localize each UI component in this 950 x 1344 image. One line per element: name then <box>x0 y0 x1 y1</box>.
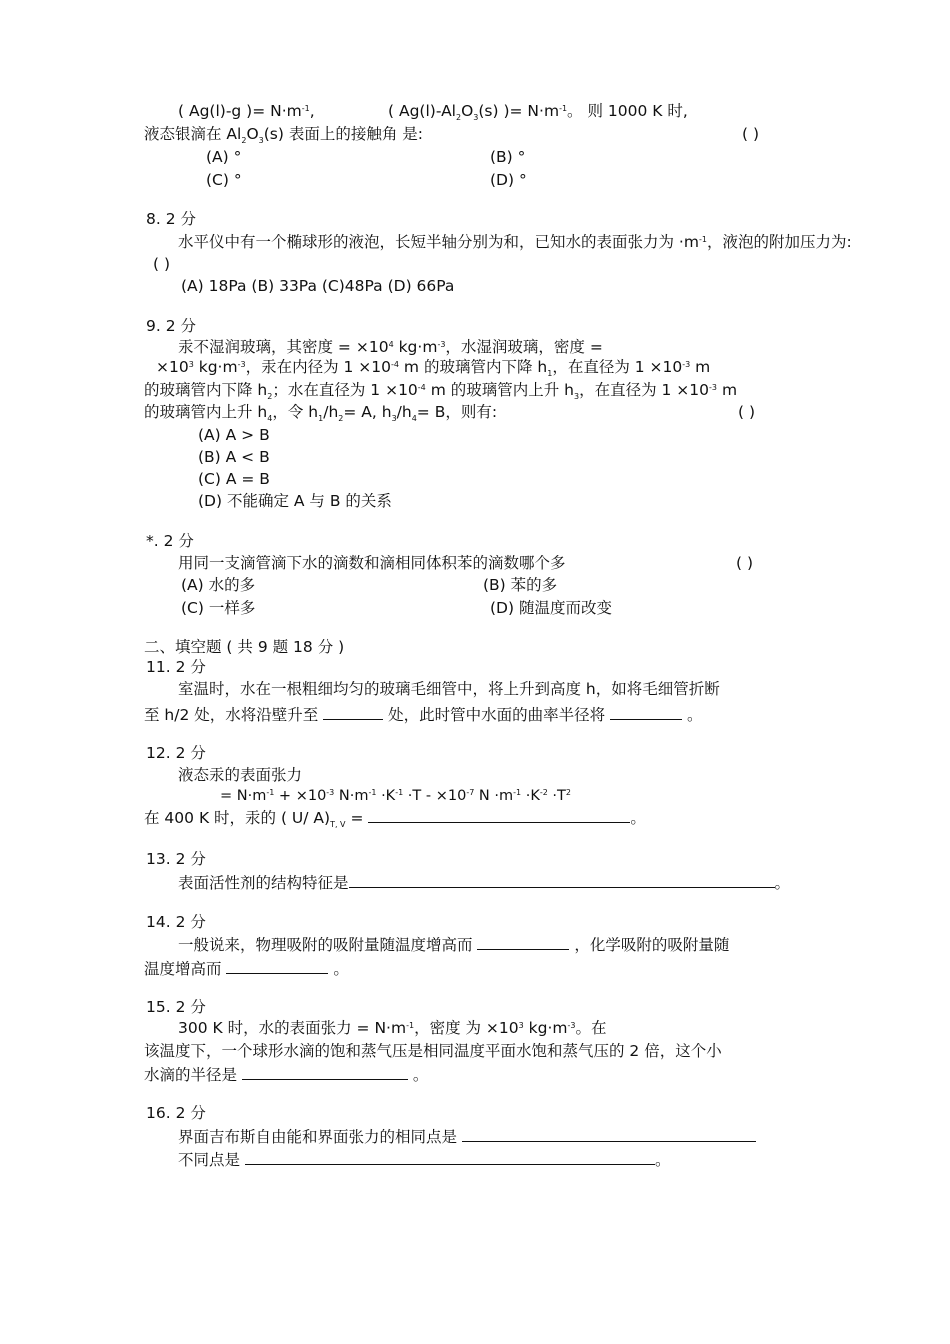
q9-option-b: (B) A < B <box>198 448 270 466</box>
q10-option-b: (B) 苯的多 <box>483 576 558 594</box>
q16-blank-2[interactable] <box>245 1149 655 1165</box>
q16-line1: 界面吉布斯自由能和界面张力的相同点是 <box>178 1126 756 1147</box>
q13-blank[interactable] <box>349 872 775 888</box>
q11-blank-2[interactable] <box>610 704 682 720</box>
q16-blank-1[interactable] <box>462 1126 756 1142</box>
q7-line2: 液态银滴在 $Al_2O_3(s)$ 表面上的接触角 是: <box>144 125 423 145</box>
q15-line2: 该温度下，一个球形水滴的饱和蒸气压是相同温度平面水饱和蒸气压的 2 倍，这个小 <box>144 1042 722 1060</box>
q8-answer-paren: ( ) <box>153 255 171 273</box>
q7-option-a: (A) ° <box>206 148 242 166</box>
q10-answer-paren: ( ) <box>736 554 754 572</box>
q10-option-d: (D) 随温度而改变 <box>490 599 612 617</box>
q15-blank[interactable] <box>242 1064 408 1080</box>
q14-blank-2[interactable] <box>226 958 328 974</box>
q11-heading: 11. 2 分 <box>146 658 206 676</box>
q12-line1: 液态汞的表面张力 <box>178 766 303 784</box>
q10-option-a: (A) 水的多 <box>181 576 256 594</box>
q9-option-d: (D) 不能确定 A 与 B 的关系 <box>198 492 392 510</box>
q8-text: 水平仪中有一个椭球形的液泡，长短半轴分别为和，已知水的表面张力为 $\cdot m^{-1}$，液泡的附加压力为: <box>178 233 852 251</box>
q10-heading: *. 2 分 <box>146 532 194 550</box>
q12-heading: 12. 2 分 <box>146 744 206 762</box>
q8-heading: 8. 2 分 <box>146 210 197 228</box>
q16-line2: 不同点是 。 <box>178 1151 671 1169</box>
q14-line1: 一般说来，物理吸附的吸附量随温度增高而 ，化学吸附的吸附量随 <box>178 936 730 954</box>
q8-options: (A) 18Pa (B) 33Pa (C)48Pa (D) 66Pa <box>181 277 455 295</box>
q13-text: 表面活性剂的结构特征是 。 <box>178 874 791 892</box>
q7-line1-right: ( $Ag(l)-Al_2O_3(s)$ )= $N\cdot m^{-1}$。 则 1000 K 时, <box>388 102 688 122</box>
q11-line1: 室温时，水在一根粗细均匀的玻璃毛细管中，将上升到高度 h，如将毛细管折断 <box>178 680 720 698</box>
section-fill-in-heading: 二、填空题 ( 共 9 题 18 分 ) <box>144 638 345 656</box>
q7-option-b: (B) ° <box>490 148 526 166</box>
q9-line3: 的玻璃管内下降 $h_2$；水在直径为 $1 \times 10^{-4}$ m 的玻璃管内上升 $h_3$，在直径为 $1 \times 10^{-3}$ m <box>144 381 738 401</box>
q15-heading: 15. 2 分 <box>146 998 206 1016</box>
q9-option-c: (C) A = B <box>198 470 270 488</box>
q10-text: 用同一支滴管滴下水的滴数和滴相同体积苯的滴数哪个多 <box>178 554 566 572</box>
q11-blank-1[interactable] <box>323 704 383 720</box>
q9-line1: 汞不湿润玻璃，其密度 = $\times 10^4$ $kg\cdot m^{-3}$，水湿润玻璃，密度 = <box>178 338 603 356</box>
q13-heading: 13. 2 分 <box>146 850 206 868</box>
q12-line3: 在 400 K 时，汞的 ( U/ $A)_{T, V}$ = 。 <box>144 809 646 829</box>
q15-line3: 水滴的半径是 。 <box>144 1066 429 1084</box>
q7-option-d: (D) ° <box>490 171 527 189</box>
q9-line4: 的玻璃管内上升 $h_4$，令 $h_1/h_2= A$, $h_3/h_4= B$，则有: <box>144 403 498 423</box>
q7-option-c: (C) ° <box>206 171 242 189</box>
q9-answer-paren: ( ) <box>738 403 756 421</box>
q16-heading: 16. 2 分 <box>146 1104 206 1122</box>
q9-option-a: (A) A > B <box>198 426 270 444</box>
q15-line1: 300 K 时，水的表面张力 = $N\cdot m^{-1}$，密度 为 $\times 10^3$ $kg\cdot m^{-3}$。在 <box>178 1019 607 1037</box>
q11-line2: 至 h/2 处，水将沿壁升至 处，此时管中水面的曲率半径将 。 <box>144 706 703 724</box>
q9-line2: $\times 10^3$ $kg\cdot m^{-3}$，汞在内径为 $1 \times 10^{-4}$ m 的玻璃管内下降 $h_1$，在直径为 $1 \times 10^{-3}$ m <box>156 358 711 378</box>
q14-heading: 14. 2 分 <box>146 913 206 931</box>
q12-blank[interactable] <box>368 807 630 823</box>
q7-line1: ( Ag(l)-g )= $N\cdot m^{-1}$, <box>178 102 315 120</box>
q12-formula: = $N\cdot m^{-1} + \times 10^{-3}$ $N\cdot m^{-1} \cdot K^{-1} \cdot T - \times 10^{-7}$ $N \cdot m^{-1} \cdot K^{-2} \cdot T^2$ <box>220 788 571 804</box>
q14-line2: 温度增高而 。 <box>144 960 349 978</box>
q14-blank-1[interactable] <box>477 934 569 950</box>
q7-answer-paren: ( ) <box>742 125 760 143</box>
q10-option-c: (C) 一样多 <box>181 599 256 617</box>
q9-heading: 9. 2 分 <box>146 317 197 335</box>
